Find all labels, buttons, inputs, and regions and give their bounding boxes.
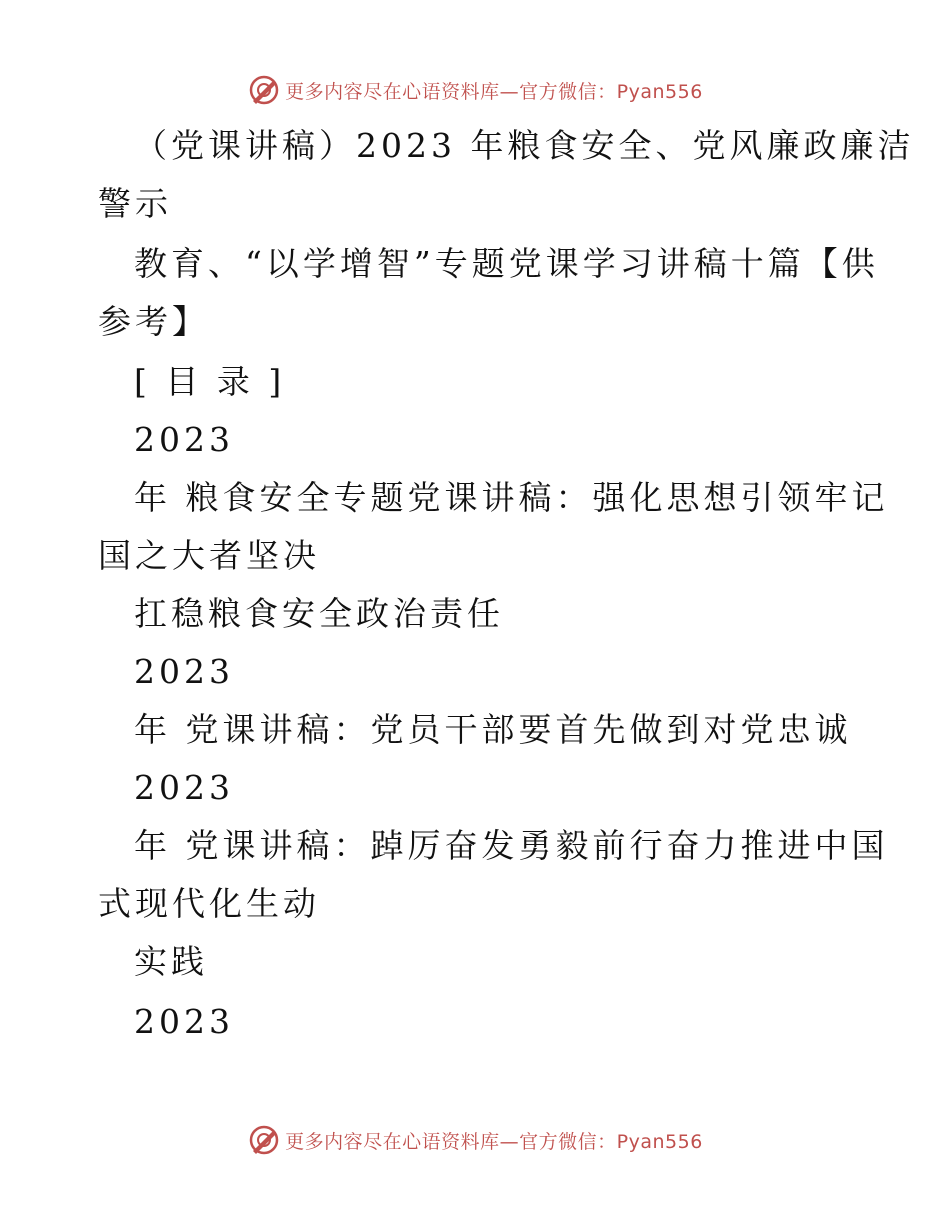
- toc-item-3-line-3: 实践: [134, 942, 208, 981]
- toc-item-3-line-2: 式现代化生动: [98, 884, 320, 923]
- title-line-3: 教育、“以学增智”专题党课学习讲稿十篇【供: [134, 244, 879, 283]
- toc-heading: [ 目 录 ]: [134, 362, 286, 401]
- title-line-4: 参考】: [98, 302, 209, 341]
- title-line-2: 警示: [98, 184, 172, 223]
- pen-logo-icon: [247, 73, 281, 107]
- toc-item-1-line-3: 扛稳粮食安全政治责任: [134, 594, 504, 633]
- watermark-text: 更多内容尽在心语资料库—官方微信：Pyan556: [285, 1130, 703, 1153]
- toc-year-4: 2023: [134, 1002, 234, 1041]
- footer-watermark: [0, 1120, 950, 1160]
- header-watermark: [0, 70, 950, 110]
- title-line-1: （党课讲稿）2023 年粮食安全、党风廉政廉洁: [134, 126, 915, 165]
- toc-year-1: 2023: [134, 420, 234, 459]
- watermark-text: 更多内容尽在心语资料库—官方微信：Pyan556: [285, 80, 703, 103]
- toc-year-2: 2023: [134, 652, 234, 691]
- toc-year-3: 2023: [134, 768, 234, 807]
- toc-item-2: 年 党课讲稿：党员干部要首先做到对党忠诚: [134, 710, 852, 749]
- toc-item-3-line-1: 年 党课讲稿：踔厉奋发勇毅前行奋力推进中国: [134, 826, 889, 865]
- pen-logo-icon: [247, 1123, 281, 1157]
- toc-item-1-line-1: 年 粮食安全专题党课讲稿：强化思想引领牢记: [134, 478, 889, 517]
- toc-item-1-line-2: 国之大者坚决: [98, 536, 320, 575]
